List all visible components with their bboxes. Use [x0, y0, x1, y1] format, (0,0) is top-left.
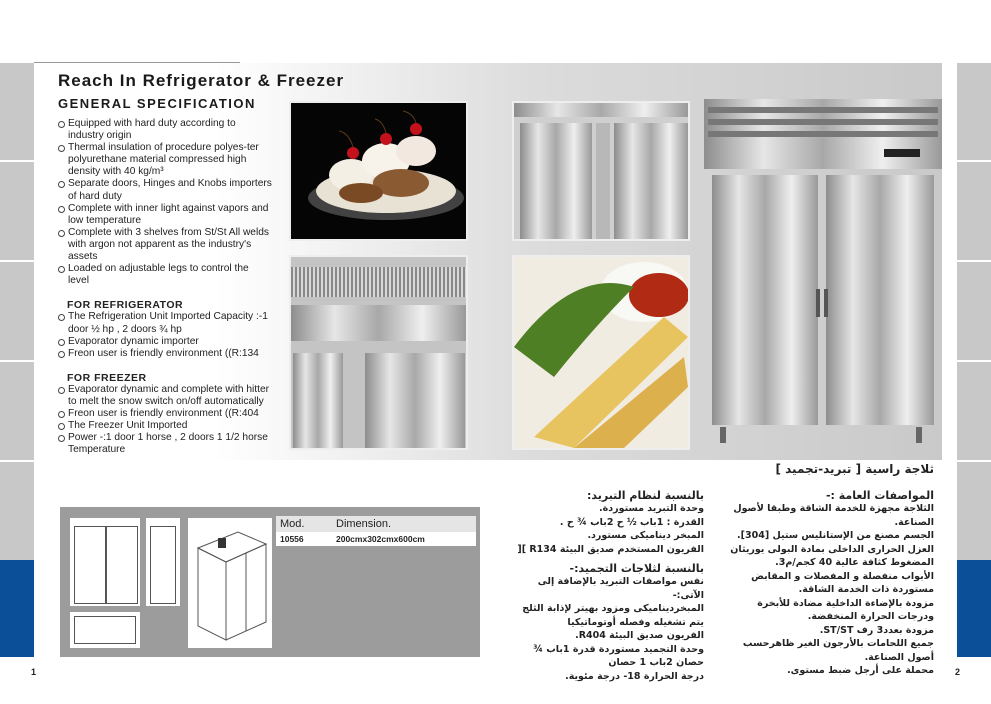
spec-item: Equipped with hard duty according to industry origin: [57, 118, 272, 142]
arabic-general-heading: المواصفات العامة :-: [825, 489, 934, 502]
arabic-item: الأبواب منفصلة و المفصلات و المقابض مستوردة ذات الخدمة الشاقة.: [751, 570, 934, 595]
page-title: Reach In Refrigerator & Freezer: [58, 71, 345, 90]
left-tab-gray: [0, 63, 34, 560]
table-cell: 200cmx302cmx600cm: [332, 532, 476, 546]
arabic-title: ثلاجة راسية [ تبريد-تجميد ]: [775, 462, 934, 476]
isometric-drawing: [188, 518, 272, 648]
arabic-item: المبخر ديناميكى مستورد.: [587, 530, 704, 541]
page-number-right: 2: [955, 667, 961, 677]
spec-item: Complete with 3 shelves from St/St All welds with argon not apparent as the industry's assets: [57, 227, 272, 263]
spec-item: Complete with inner light against vapors and low temperature: [57, 203, 272, 227]
side-drawing: [146, 518, 180, 606]
arabic-item: المبخرديناميكى ومزود بهيتر لإذابة الثلج يتم تشغيله وفصله أوتوماتيكيا: [522, 603, 704, 628]
table-header-mod: Mod.: [276, 516, 332, 532]
door-detail-photo: [512, 101, 690, 241]
arabic-item: القدرة : 1باب ½ ح 2باب ¾ ح .: [559, 516, 704, 528]
arabic-cooling-block: [506, 489, 704, 683]
spec-item: The Refrigeration Unit Imported Capacity :-1 door ½ hp , 2 doors ¾ hp: [57, 311, 272, 335]
refrigerator-heading: FOR REFRIGERATOR: [67, 299, 184, 312]
arabic-item: الجسم مصنع من الإستانليس ستيل [304].: [737, 530, 934, 541]
arabic-item: مزودة بعدد3 رف ST/ST.: [819, 624, 934, 636]
arabic-item: وحدة التبريد مستوردة.: [599, 503, 704, 514]
spec-item: Evaporator dynamic and complete with hitter to melt the snow switch on/off automatically: [57, 384, 272, 408]
top-drawing: [70, 612, 140, 648]
right-tab-gray: [957, 63, 991, 560]
arabic-item: وحدة التجميد مستوردة قدرة 1باب ¾ حصان 2باب 1 حصان: [533, 643, 704, 668]
right-tab-blue: [957, 560, 991, 657]
spec-item: The Freezer Unit Imported: [57, 420, 272, 432]
table-header-dimension: Dimension.: [332, 516, 476, 532]
arabic-item: مزودة بالإضاءة الداخلية مضادة للأبخرة ودرجات الحرارة المنخفضة.: [757, 597, 934, 622]
arabic-item: درجة الحرارة 18- درجة مئوية.: [565, 670, 704, 682]
spec-item: Evaporator dynamic importer: [57, 336, 272, 348]
arabic-item: جميع اللحامات بالأرجون الغير ظاهرحسب أصول الصناعة.: [742, 638, 934, 663]
arabic-item: العزل الحرارى الداخلى بمادة البولى يوريثان المضغوط كثافة عالية 40 كجم/م3.: [730, 543, 934, 568]
vent-detail-photo: [289, 255, 468, 450]
front-drawing: [70, 518, 140, 606]
spec-item: Loaded on adjustable legs to control the level: [57, 263, 272, 287]
arabic-freezer-heading: بالنسبة لثلاجات التجميد:-: [569, 562, 704, 575]
spec-item: Power -:1 door 1 horse , 2 doors 1 1/2 horse Temperature: [57, 432, 272, 456]
arabic-item: الفريون المستخدم صديق البيئة R134 ][: [517, 543, 704, 555]
arabic-item: الفريون صديق البيئة R404.: [575, 630, 704, 641]
arabic-cooling-heading: بالنسبة لنظام التبريد:: [586, 489, 704, 502]
spec-item: Separate doors, Hinges and Knobs importers of hard duty: [57, 178, 272, 202]
arabic-item: محملة على أرجل ضبط مستوى.: [787, 665, 934, 676]
garlic-bread-photo: [512, 255, 690, 450]
page-number-left: 1: [31, 667, 37, 677]
section-subtitle: GENERAL SPECIFICATION: [58, 96, 256, 111]
spec-list: [57, 118, 272, 456]
left-tab-blue: [0, 560, 34, 657]
freezer-heading: FOR FREEZER: [67, 371, 147, 384]
dimension-table: [276, 516, 476, 546]
arabic-item: الثلاجة مجهزة للخدمة الشاقة وطبقا لأصول الصناعة.: [733, 503, 934, 528]
spec-item: Thermal insulation of procedure polyes-ter polyurethane material compressed high density with 40 kg/m³: [57, 142, 272, 178]
arabic-general-block: [718, 489, 934, 678]
refrigerator-photo: [704, 99, 942, 445]
ice-cream-photo: [289, 101, 468, 241]
spec-item: Freon user is friendly environment ((R:404: [57, 408, 272, 420]
table-cell: 10556: [276, 532, 332, 546]
table-row: [276, 532, 476, 546]
spec-item: Freon user is friendly environment ((R:134: [57, 348, 272, 360]
arabic-item: نفس مواصفات التبريد بالإضافة إلى الآتى:-: [537, 576, 704, 601]
